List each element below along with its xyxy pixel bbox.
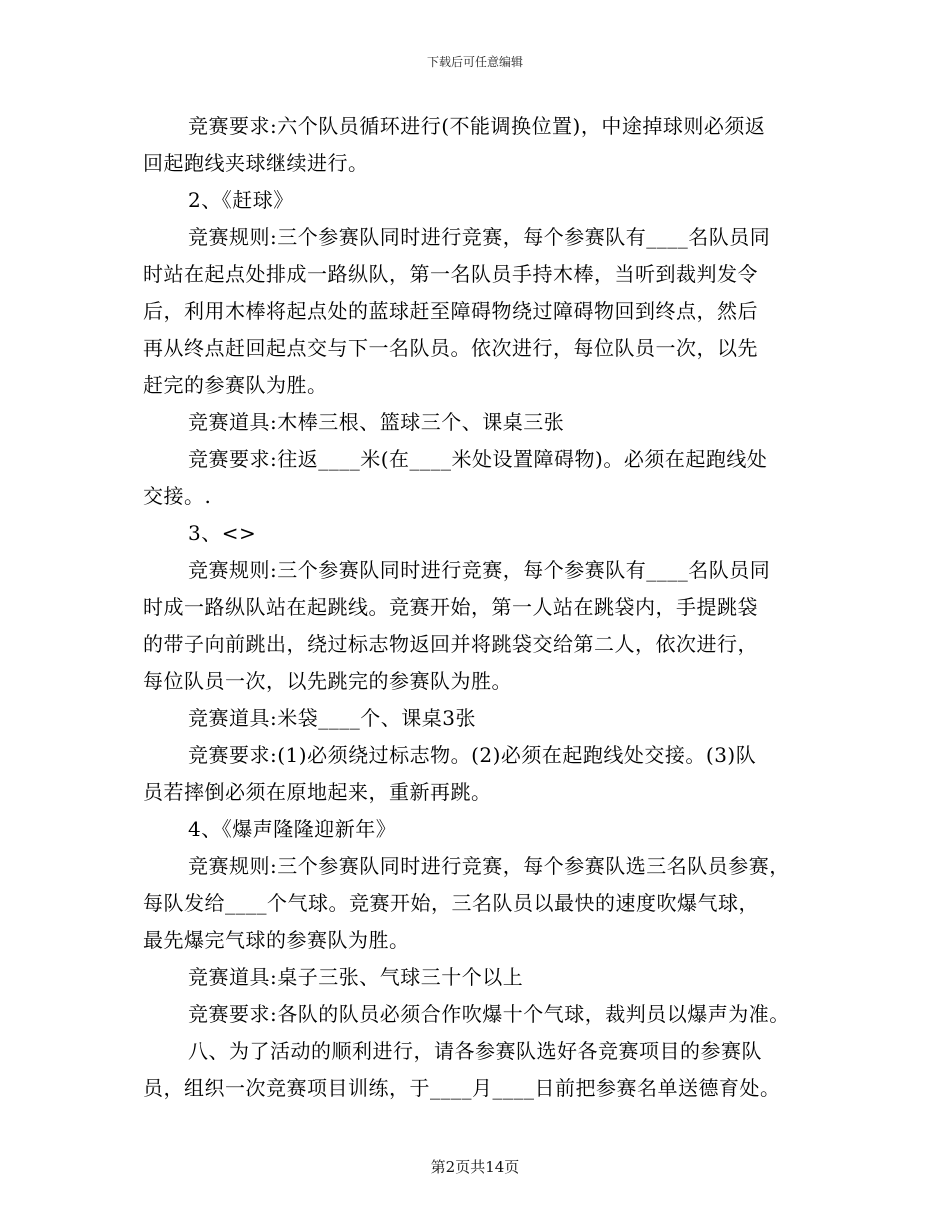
section-heading: 4、《爆声隆隆迎新年》 xyxy=(188,817,397,841)
text-line: 竞赛要求:各队的队员必须合作吹爆十个气球，裁判员以爆声为准。 xyxy=(188,1002,790,1026)
text-line: 回起跑线夹球继续进行。 xyxy=(143,151,369,175)
text-line: 时站在起点处排成一路纵队，第一名队员手持木棒，当听到裁判发令 xyxy=(143,262,758,286)
text-line: 最先爆完气球的参赛队为胜。 xyxy=(143,928,410,952)
text-line: 竞赛要求:(1)必须绕过标志物。(2)必须在起跑线处交接。(3)队 xyxy=(188,743,757,767)
text-line: 再从终点赶回起点交与下一名队员。依次进行，每位队员一次，以先 xyxy=(143,336,758,360)
text-line: 竞赛要求:往返____米(在____米处设置障碍物)。必须在起跑线处 xyxy=(188,447,768,471)
text-line: 员，组织一次竞赛项目训练，于____月____日前把参赛名单送德育处。 xyxy=(143,1076,781,1100)
document-body xyxy=(143,108,833,1107)
section-heading: 3、<> xyxy=(188,521,257,545)
text-line: 八、为了活动的顺利进行，请各参赛队选好各竞赛项目的参赛队 xyxy=(188,1039,762,1063)
text-line: 竞赛道具:桌子三张、气球三十个以上 xyxy=(188,965,524,989)
text-line: 赶完的参赛队为胜。 xyxy=(143,373,328,397)
text-line: 员若摔倒必须在原地起来，重新再跳。 xyxy=(143,780,492,804)
text-line: 竞赛规则:三个参赛队同时进行竞赛，每个参赛队有____名队员同 xyxy=(188,558,771,582)
text-line: 每位队员一次，以先跳完的参赛队为胜。 xyxy=(143,669,512,693)
section-heading: 2、《赶球》 xyxy=(188,188,294,212)
text-line: 竞赛要求:六个队员循环进行(不能调换位置)，中途掉球则必须返 xyxy=(188,114,766,138)
text-line: 交接。. xyxy=(143,484,212,508)
text-line: 竞赛道具:米袋____个、课桌3张 xyxy=(188,706,476,730)
text-line: 竞赛规则:三个参赛队同时进行竞赛，每个参赛队选三名队员参赛， xyxy=(188,854,790,878)
text-line: 的带子向前跳出，绕过标志物返回并将跳袋交给第二人，依次进行， xyxy=(143,632,758,656)
text-line: 后，利用木棒将起点处的蓝球赶至障碍物绕过障碍物回到终点，然后 xyxy=(143,299,758,323)
text-line: 竞赛道具:木棒三根、篮球三个、课桌三张 xyxy=(188,410,565,434)
page-header: 下载后可任意编辑 xyxy=(426,55,523,69)
text-line: 每队发给____个气球。竞赛开始，三名队员以最快的速度吹爆气球， xyxy=(143,891,759,915)
text-line: 时成一路纵队站在起跳线。竞赛开始，第一人站在跳袋内，手提跳袋 xyxy=(143,595,758,619)
page-footer: 第2页共14页 xyxy=(430,1158,520,1176)
text-line: 竞赛规则:三个参赛队同时进行竞赛，每个参赛队有____名队员同 xyxy=(188,225,771,249)
